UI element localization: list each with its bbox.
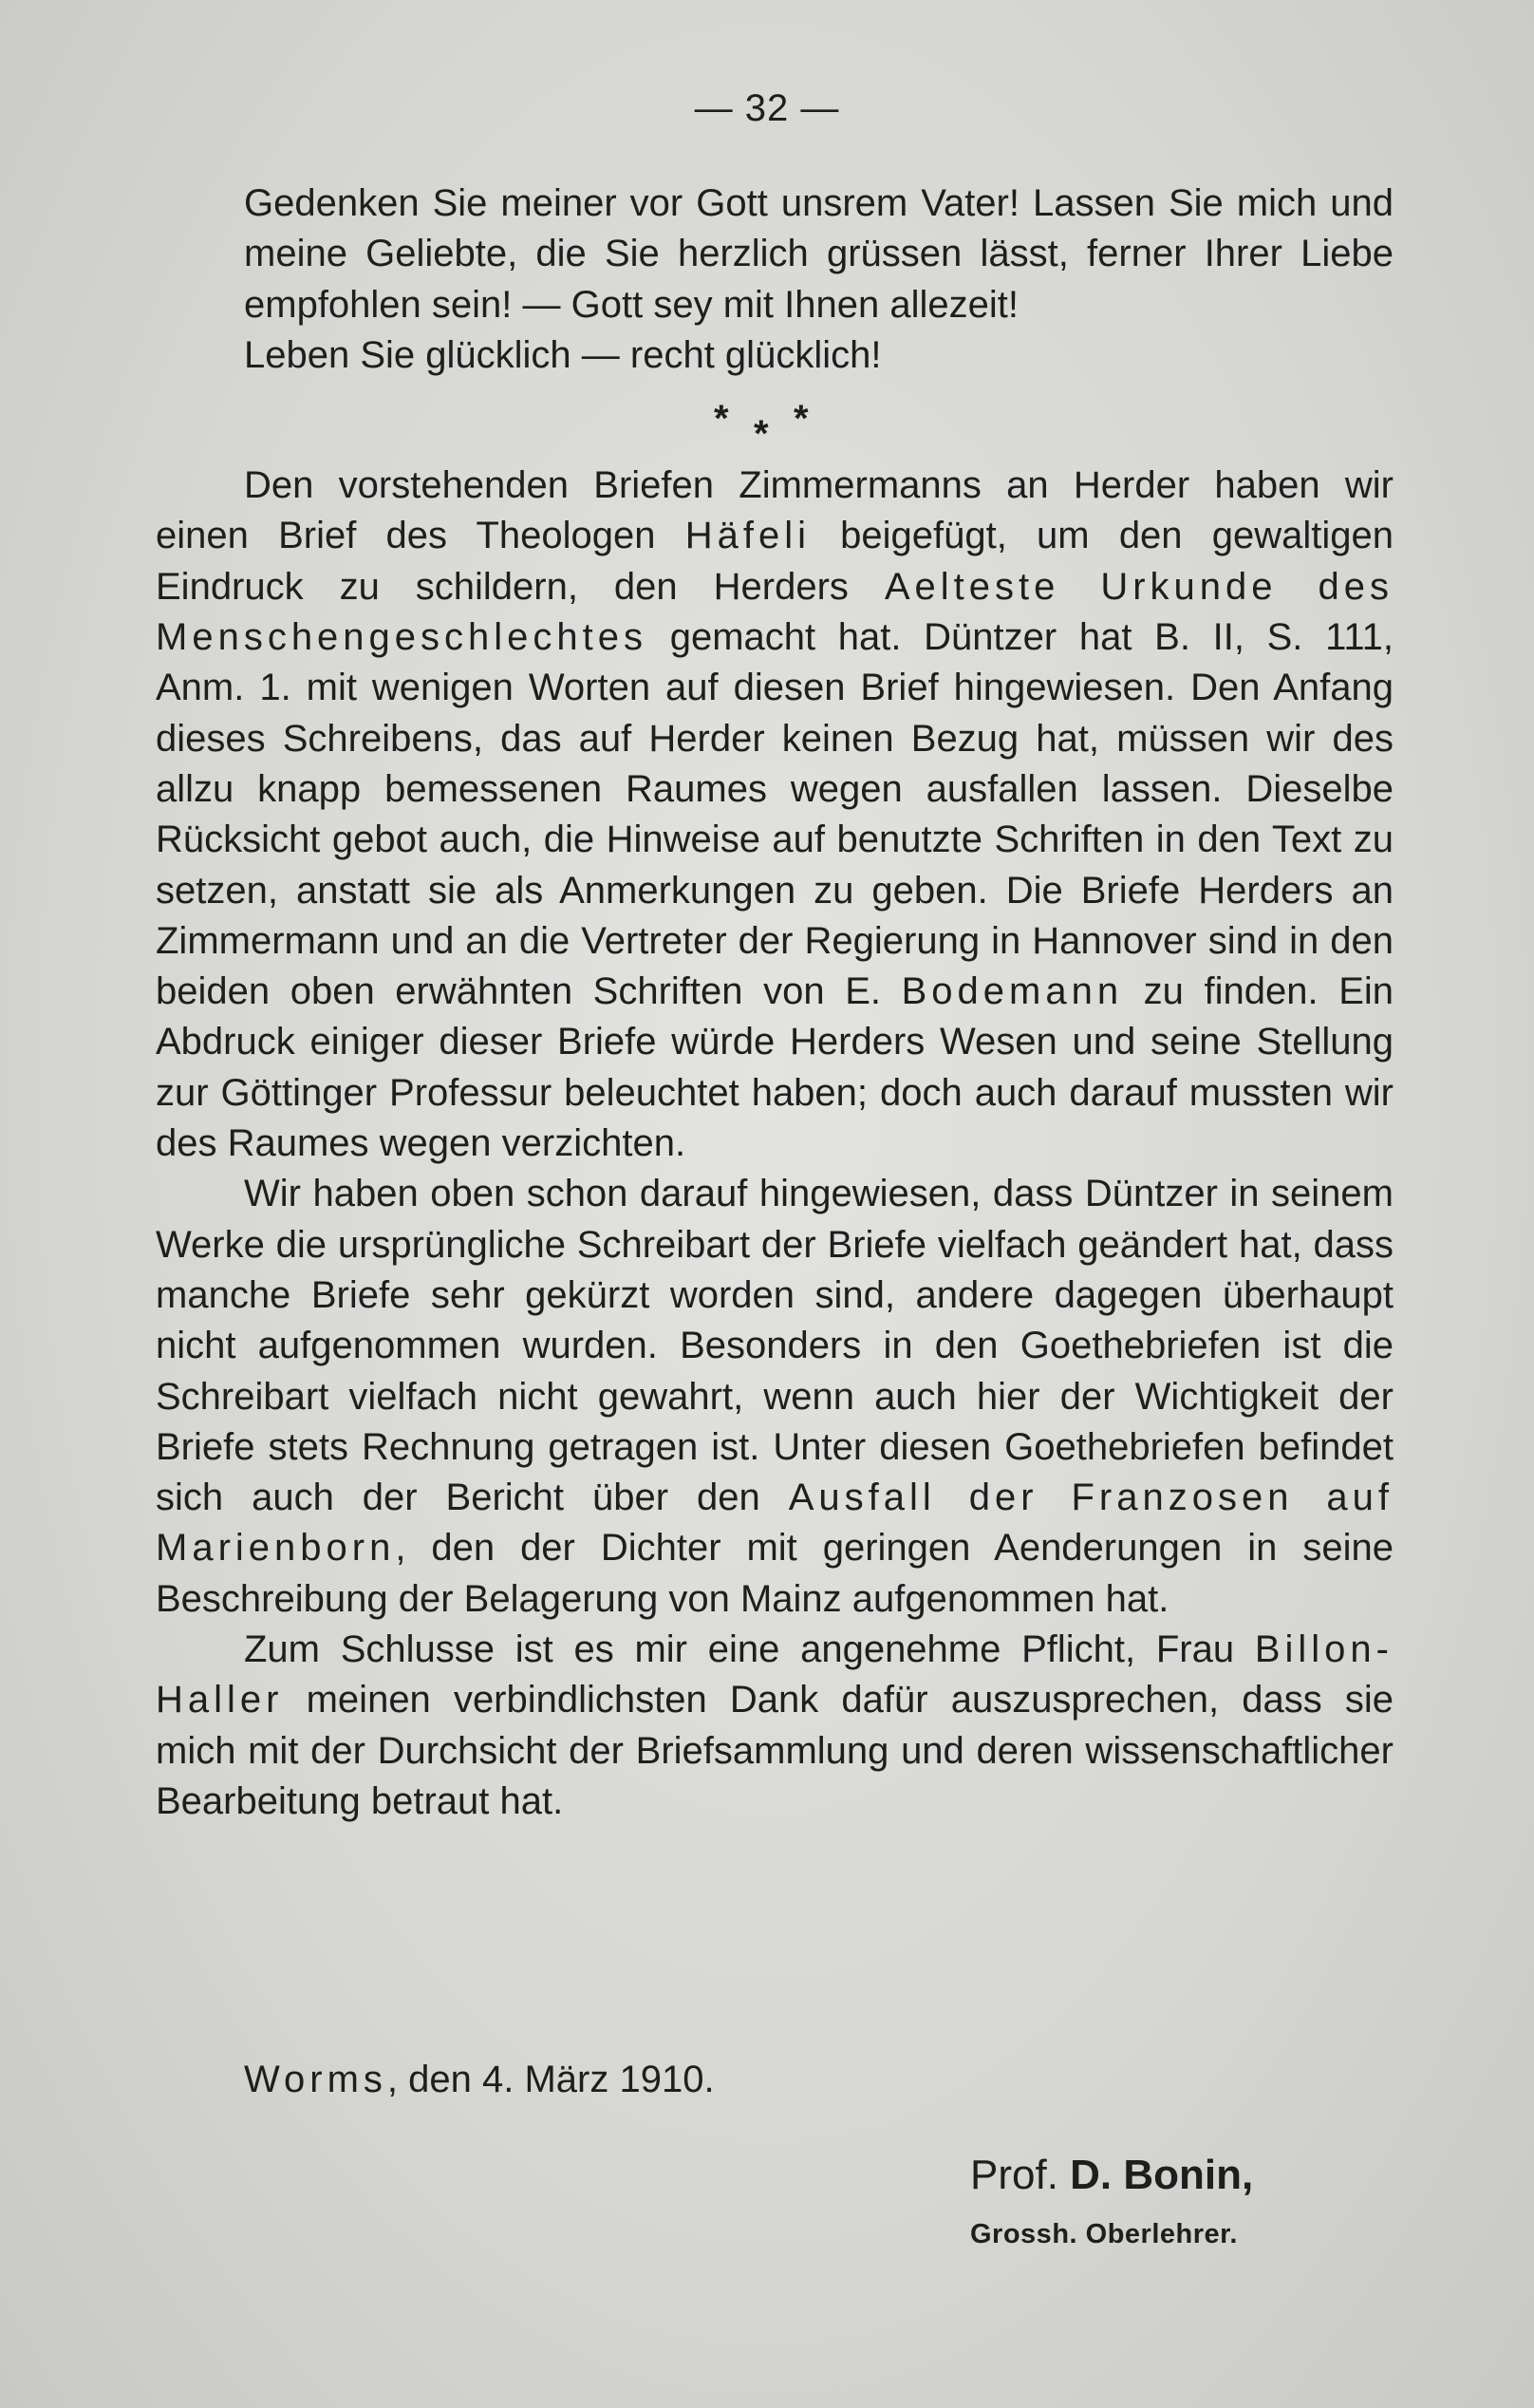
asterism-star: * — [754, 413, 769, 456]
spaced-title-urkunde: Aelteste Urkunde des Menschengeschlechtes — [156, 565, 1394, 659]
spaced-name-bodemann: Bodemann — [901, 970, 1124, 1013]
date: , den 4. März 1910. — [386, 2059, 715, 2100]
paragraph-duentzer-note: Wir haben oben schon darauf hingewiesen, dass Düntzer in seinem Werke die ursprüngliche Schreibart der Briefe vielfach geändert hat, dass manche Briefe sehr gekürzt worden sind, andere dagegen überhaupt nicht aufgenommen wurden. Besonders in den Goethebriefen ist die Schreibart vielfach nicht gewahrt, wenn auch hier der Wichtigkeit der Briefe stets Rechnung getragen ist. Unter diesen Goethebriefen befindet sich auch der Bericht über den Ausfall der Franzosen auf Marienborn, den der Dichter mit geringen Aenderungen in seine Beschreibung der Belagerung von Mainz aufgenommen hat. — [156, 1173, 1394, 1620]
asterism-star: * — [714, 398, 729, 441]
asterism-star: * — [794, 398, 809, 441]
signature-name: D. Bonin, — [1070, 2152, 1254, 2198]
signature-title: Prof. — [970, 2152, 1071, 2198]
place-date-line — [244, 2059, 715, 2101]
signature-role: Grossh. Oberlehrer. — [970, 2219, 1238, 2249]
spaced-name-hafeli: Häfeli — [684, 515, 811, 557]
paragraph-editorial-note: Den vorstehenden Briefen Zimmermanns an Herder haben wir einen Brief des Theologen Häfeli beigefügt, um den gewaltigen Eindruck zu schildern, den Herders Aelteste Urkunde des Menschengeschlechtes gemacht hat. Düntzer hat B. II, S. 111, Anm. 1. mit wenigen Worten auf diesen Brief hingewiesen. Den Anfang dieses Schreibens, das auf Herder keinen Bezug hat, müssen wir des allzu knapp bemessenen Raumes wegen ausfallen lassen. Dieselbe Rücksicht gebot auch, die Hinweise auf benutzte Schriften in den Text zu setzen, anstatt sie als Anmerkungen zu geben. Die Briefe Herders an Zimmermann und an die Vertreter der Regierung in Hannover sind in den beiden oben erwähnten Schriften von E. Bodemann zu finden. Ein Abdruck einiger dieser Briefe würde Herders Wesen und seine Stellung zur Göttinger Professur beleuchtet haben; doch auch darauf mussten wir des Raumes wegen verzichten. — [156, 464, 1394, 1165]
section-separator — [156, 381, 1394, 461]
spaced-name-billon-haller: Billon-Haller — [156, 1628, 1394, 1721]
letter-farewell-line: Leben Sie glücklich — recht glücklich! — [244, 333, 882, 376]
letter-closing-paragraph: Gedenken Sie meiner vor Gott unsrem Vater! Lassen Sie mich und meine Geliebte, die Sie herzlich grüssen lässt, ferner Ihrer Liebe empfohlen sein! — Gott sey mit Ihnen allezeit! — [244, 182, 1394, 326]
signature — [970, 2152, 1253, 2199]
paragraph-acknowledgement: Zum Schlusse ist es mir eine angenehme Pflicht, Frau Billon-Haller meinen verbindlichsten Dank dafür auszusprechen, dass sie mich mit der Durchsicht der Briefsammlung und deren wissenschaftlicher Bearbeitung betraut hat. — [156, 1628, 1394, 1822]
spaced-title-marienborn: Ausfall der Franzosen auf Marienborn — [156, 1477, 1394, 1570]
place-name: Worms — [244, 2059, 387, 2100]
main-text — [156, 179, 1394, 1827]
page-number: — 32 — — [694, 87, 840, 129]
